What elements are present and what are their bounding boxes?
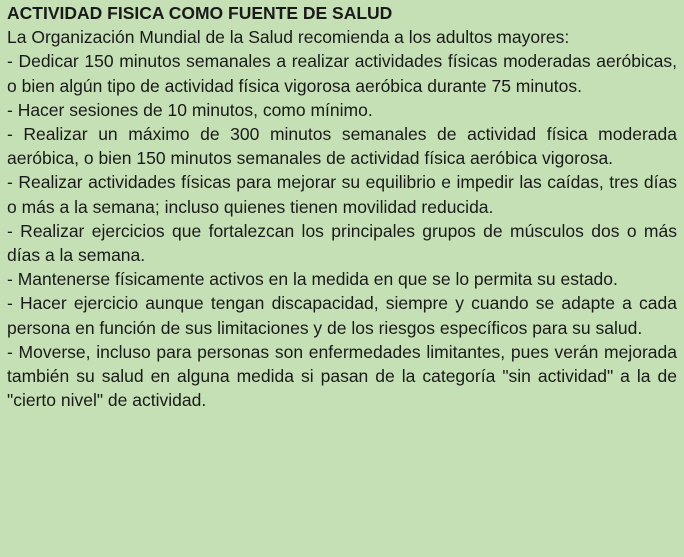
recommendation-item: - Realizar ejercicios que fortalezcan los principales grupos de músculos dos o más días a la semana. — [7, 220, 677, 266]
recommendation-item: - Realizar actividades físicas para mejorar su equilibrio e impedir las caídas, tres días o más a la semana; incluso quienes tienen movilidad reducida. — [7, 172, 677, 217]
document-title: ACTIVIDAD FISICA COMO FUENTE DE SALUD — [7, 3, 393, 23]
recommendation-item: - Hacer ejercicio aunque tengan discapacidad, siempre y cuando se adapte a cada persona en función de sus limitaciones y de los riesgos específicos para su salud. — [7, 293, 677, 338]
recommendation-item: - Mantenerse físicamente activos en la medida en que se lo permita su estado. — [7, 269, 618, 290]
recommendation-item: - Realizar un máximo de 300 minutos semanales de actividad física moderada aeróbica, o bien 150 minutos semanales de actividad física aeróbica vigorosa. — [7, 124, 677, 169]
recommendation-item: - Dedicar 150 minutos semanales a realizar actividades físicas moderadas aeróbicas, o bien algún tipo de actividad física vigorosa aeróbica durante 75 minutos. — [7, 51, 677, 96]
recommendation-item: - Moverse, incluso para personas son enfermedades limitantes, pues verán mejorada también su salud en alguna medida si pasan de la categoría "sin actividad" a la de "cierto nivel" de actividad. — [7, 341, 677, 411]
recommendation-item: - Hacer sesiones de 10 minutos, como mínimo. — [7, 99, 373, 120]
intro-paragraph: La Organización Mundial de la Salud recomienda a los adultos mayores: — [7, 27, 570, 48]
